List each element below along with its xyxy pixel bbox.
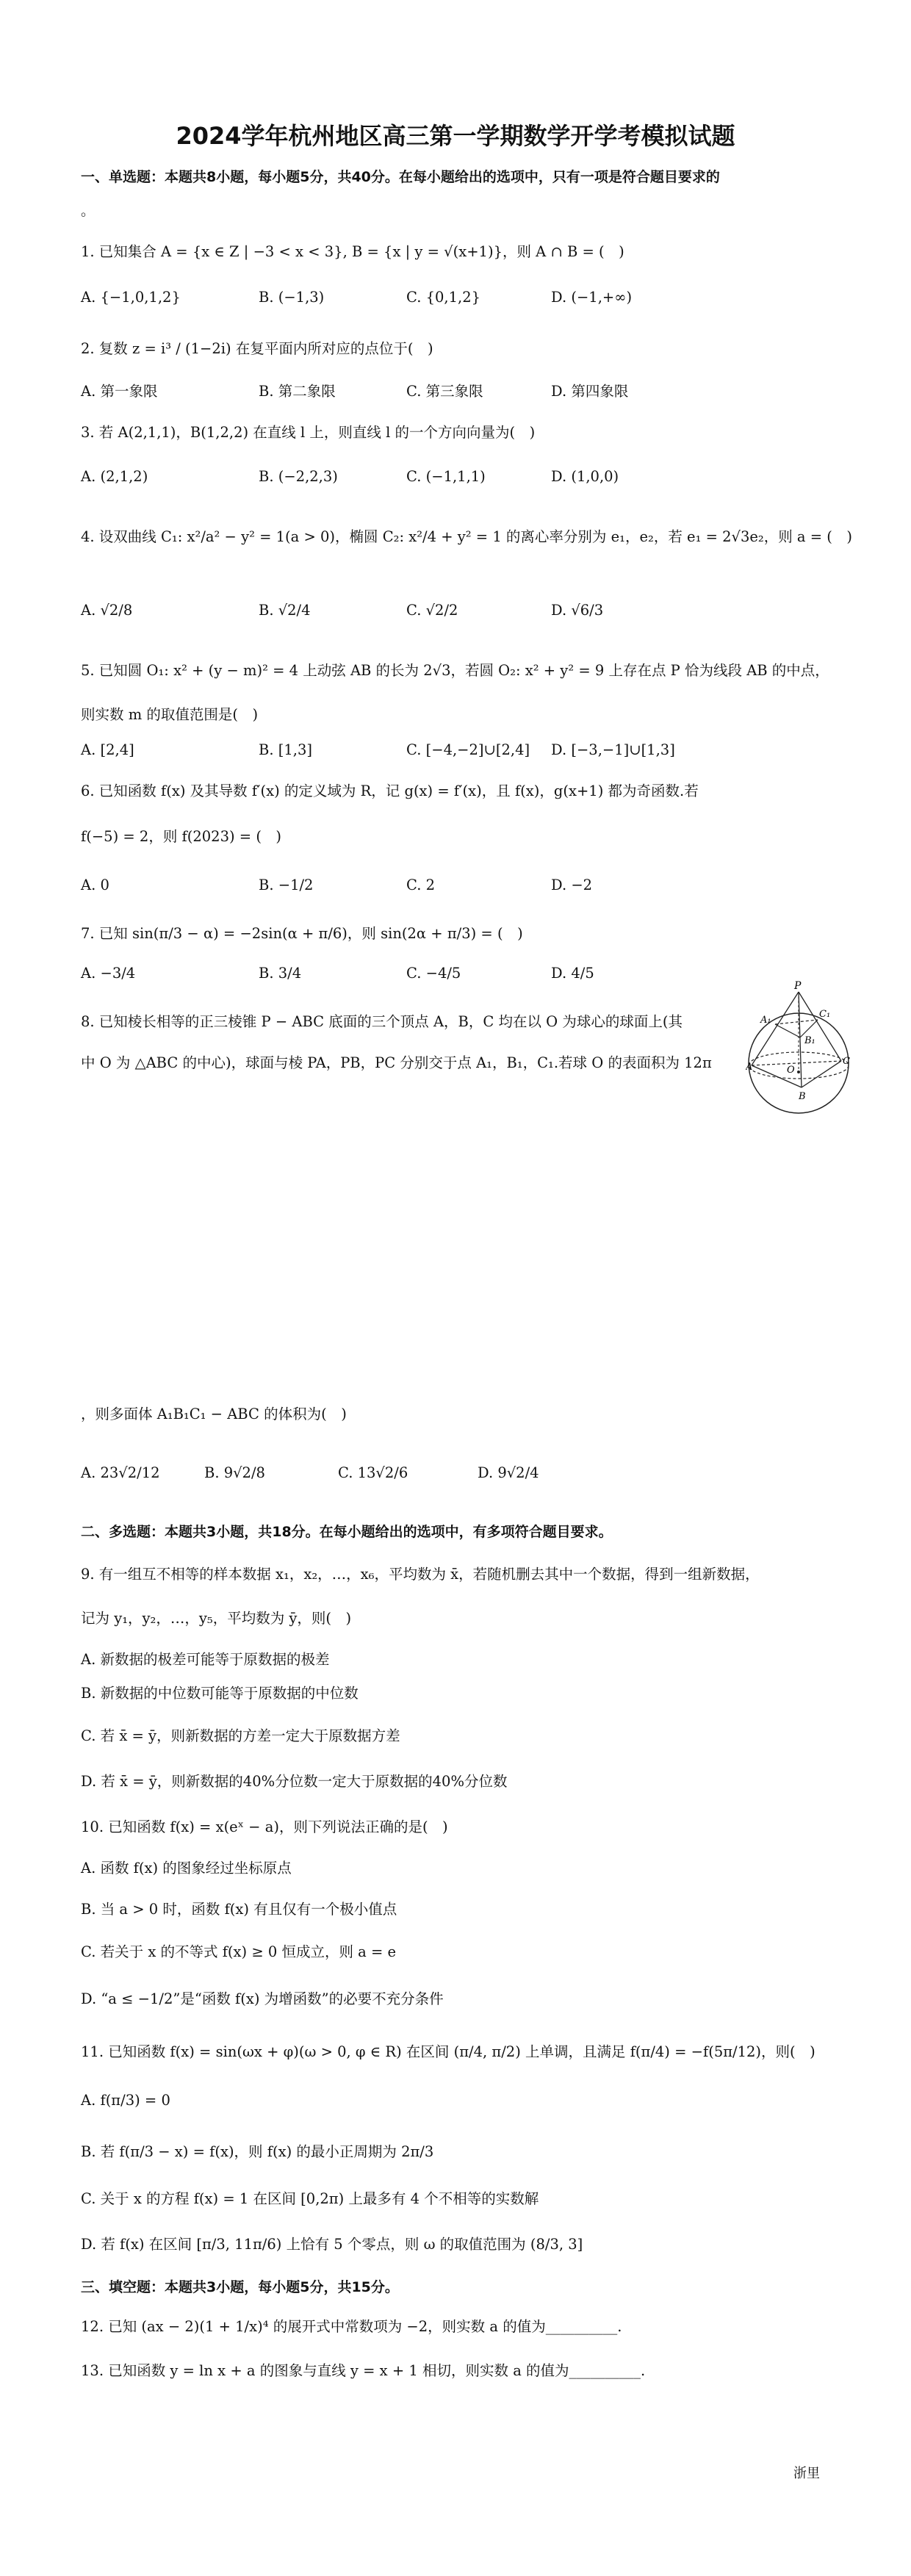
question-6-options — [81, 874, 815, 918]
page-title: 2024学年杭州地区高三第一学期数学开学考模拟试题 — [176, 122, 735, 150]
pyramid-sphere-figure — [746, 979, 852, 1126]
q7-option-d: D. 4/5 — [551, 965, 594, 982]
q9-option-c: C. 若 x̄ = ȳ，则新数据的方差一定大于原数据方差 — [81, 1727, 400, 1744]
section-1-heading-tail: 。 — [81, 203, 96, 219]
q3-option-a: A. (2,1,2) — [81, 468, 148, 485]
q6-option-d: D. −2 — [551, 877, 593, 893]
question-2-stem: 2. 复数 z = i³ / (1−2i) 在复平面内所对应的点位于( ) — [81, 340, 433, 357]
figure-label-o: O — [787, 1065, 795, 1076]
question-9-stem-2: 记为 y₁，y₂，…，y₅，平均数为 ȳ，则( ) — [81, 1610, 352, 1627]
question-2-options — [81, 381, 815, 425]
q9-option-d: D. 若 x̄ = ȳ，则新数据的40%分位数一定大于原数据的40%分位数 — [81, 1773, 508, 1790]
q8-option-b: B. 9√2/8 — [204, 1464, 265, 1481]
section-2-heading: 二、多选题：本题共3小题，共18分。在每小题给出的选项中，有多项符合题目要求。 — [81, 1524, 613, 1540]
q3-option-c: C. (−1,1,1) — [406, 468, 486, 485]
question-5-stem-2: 则实数 m 的取值范围是( ) — [81, 706, 259, 723]
q4-option-c: C. √2/2 — [406, 602, 458, 619]
q7-option-b: B. 3/4 — [259, 965, 302, 982]
q4-option-d: D. √6/3 — [551, 602, 604, 619]
figure-label-c1: C₁ — [819, 1009, 831, 1020]
question-5-options — [81, 739, 815, 783]
q3-option-b: B. (−2,2,3) — [259, 468, 338, 485]
q1-option-d: D. (−1,+∞) — [551, 289, 633, 306]
q6-option-b: B. −1/2 — [259, 877, 314, 893]
q5-option-d: D. [−3,−1]∪[1,3] — [551, 741, 675, 758]
q6-option-a: A. 0 — [81, 877, 109, 893]
q5-option-a: A. [2,4] — [81, 741, 134, 758]
q9-option-b: B. 新数据的中位数可能等于原数据的中位数 — [81, 1685, 359, 1702]
figure-label-b: B — [799, 1091, 806, 1102]
q9-option-a: A. 新数据的极差可能等于原数据的极差 — [81, 1651, 330, 1668]
question-8-options — [81, 1462, 815, 1506]
q10-option-d: D. “a ≤ −1/2”是“函数 f(x) 为增函数”的必要不充分条件 — [81, 1990, 444, 2007]
figure-label-a1: A₁ — [760, 1015, 771, 1026]
question-10-stem: 10. 已知函数 f(x) = x(eˣ − a)，则下列说法正确的是( ) — [81, 1818, 448, 1835]
q11-option-a: A. f(π/3) = 0 — [81, 2092, 170, 2109]
question-7-options — [81, 963, 815, 1007]
q7-option-a: A. −3/4 — [81, 965, 136, 982]
q3-option-d: D. (1,0,0) — [551, 468, 619, 485]
question-5-stem: 5. 已知圆 O₁: x² + (y − m)² = 4 上动弦 AB 的长为 2√3，若圆 O₂: x² + y² = 9 上存在点 P 恰为线段 AB 的中点， — [81, 662, 829, 679]
question-8-stem-2: 中 O 为 △ABC 的中心)，球面与棱 PA，PB，PC 分别交于点 A₁，B₁，C₁.若球 O 的表面积为 12π — [81, 1054, 712, 1071]
q1-option-b: B. (−1,3) — [259, 289, 325, 306]
figure-label-b1: B₁ — [804, 1035, 815, 1046]
section-1-heading: 一、单选题：本题共8小题，每小题5分，共40分。在每小题给出的选项中，只有一项是符合题目要求的 — [81, 169, 720, 185]
page-footer: 浙里 — [793, 2466, 820, 2481]
question-7-stem: 7. 已知 sin(π/3 − α) = −2sin(α + π/6)，则 sin(2α + π/3) = ( ) — [81, 925, 523, 942]
q10-option-c: C. 若关于 x 的不等式 f(x) ≥ 0 恒成立，则 a = e — [81, 1943, 397, 1960]
q11-option-c: C. 关于 x 的方程 f(x) = 1 在区间 [0,2π) 上最多有 4 个不相等的实数解 — [81, 2190, 539, 2207]
figure-label-a: A — [746, 1062, 753, 1073]
q8-option-a: A. 23√2/12 — [81, 1464, 160, 1481]
q10-option-b: B. 当 a > 0 时，函数 f(x) 有且仅有一个极小值点 — [81, 1901, 397, 1918]
q8-option-d: D. 9√2/4 — [478, 1464, 539, 1481]
question-6-stem-2: f(−5) = 2，则 f(2023) = ( ) — [81, 828, 282, 845]
q2-option-b: B. 第二象限 — [259, 383, 336, 400]
question-12-stem: 12. 已知 (ax − 2)(1 + 1/x)⁴ 的展开式中常数项为 −2，则实数 a 的值为__________. — [81, 2318, 622, 2335]
q7-option-c: C. −4/5 — [406, 965, 461, 982]
q2-option-d: D. 第四象限 — [551, 383, 629, 400]
question-11-stem: 11. 已知函数 f(x) = sin(ωx + φ)(ω > 0, φ ∈ R) 在区间 (π/4, π/2) 上单调，且满足 f(π/4) = −f(5π/12)，则( ) — [81, 2043, 815, 2060]
q2-option-c: C. 第三象限 — [406, 383, 483, 400]
q5-option-c: C. [−4,−2]∪[2,4] — [406, 741, 530, 758]
q1-option-a: A. {−1,0,1,2} — [81, 289, 181, 306]
question-8-stem: 8. 已知棱长相等的正三棱锥 P − ABC 底面的三个顶点 A，B，C 均在以 O 为球心的球面上(其 — [81, 1013, 683, 1030]
question-3-options — [81, 466, 815, 510]
section-3-heading: 三、填空题：本题共3小题，每小题5分，共15分。 — [81, 2279, 399, 2295]
q11-option-d: D. 若 f(x) 在区间 [π/3, 11π/6) 上恰有 5 个零点，则 ω 的取值范围为 (8/3, 3] — [81, 2236, 583, 2253]
question-3-stem: 3. 若 A(2,1,1)，B(1,2,2) 在直线 l 上，则直线 l 的一个方向向量为( ) — [81, 424, 536, 441]
question-9-stem: 9. 有一组互不相等的样本数据 x₁，x₂，…，x₆，平均数为 x̄，若随机删去其中一个数据，得到一组新数据， — [81, 1566, 760, 1583]
q4-option-b: B. √2/4 — [259, 602, 311, 619]
q8-option-c: C. 13√2/6 — [338, 1464, 408, 1481]
q4-option-a: A. √2/8 — [81, 602, 133, 619]
question-1-options — [81, 287, 815, 331]
figure-label-p: P — [794, 980, 802, 992]
question-1-stem: 1. 已知集合 A = {x ∈ Z | −3 < x < 3}, B = {x | y = √(x+1)}，则 A ∩ B = ( ) — [81, 243, 624, 260]
question-4-options — [81, 600, 815, 644]
q1-option-c: C. {0,1,2} — [406, 289, 481, 306]
q5-option-b: B. [1,3] — [259, 741, 312, 758]
q6-option-c: C. 2 — [406, 877, 436, 893]
q2-option-a: A. 第一象限 — [81, 383, 158, 400]
question-6-stem: 6. 已知函数 f(x) 及其导数 f′(x) 的定义域为 R，记 g(x) = f′(x)，且 f(x)，g(x+1) 都为奇函数.若 — [81, 782, 699, 799]
q10-option-a: A. 函数 f(x) 的图象经过坐标原点 — [81, 1860, 292, 1877]
question-8-stem-3: ，则多面体 A₁B₁C₁ − ABC 的体积为( ) — [81, 1406, 347, 1422]
q11-option-b: B. 若 f(π/3 − x) = f(x)，则 f(x) 的最小正周期为 2π/3 — [81, 2143, 434, 2160]
question-4-stem: 4. 设双曲线 C₁: x²/a² − y² = 1(a > 0)，椭圆 C₂: x²/4 + y² = 1 的离心率分别为 e₁，e₂，若 e₁ = 2√3e₂，则 a = ( ) — [81, 528, 853, 545]
question-13-stem: 13. 已知函数 y = ln x + a 的图象与直线 y = x + 1 相切，则实数 a 的值为__________. — [81, 2362, 646, 2379]
figure-label-c: C — [843, 1056, 850, 1067]
